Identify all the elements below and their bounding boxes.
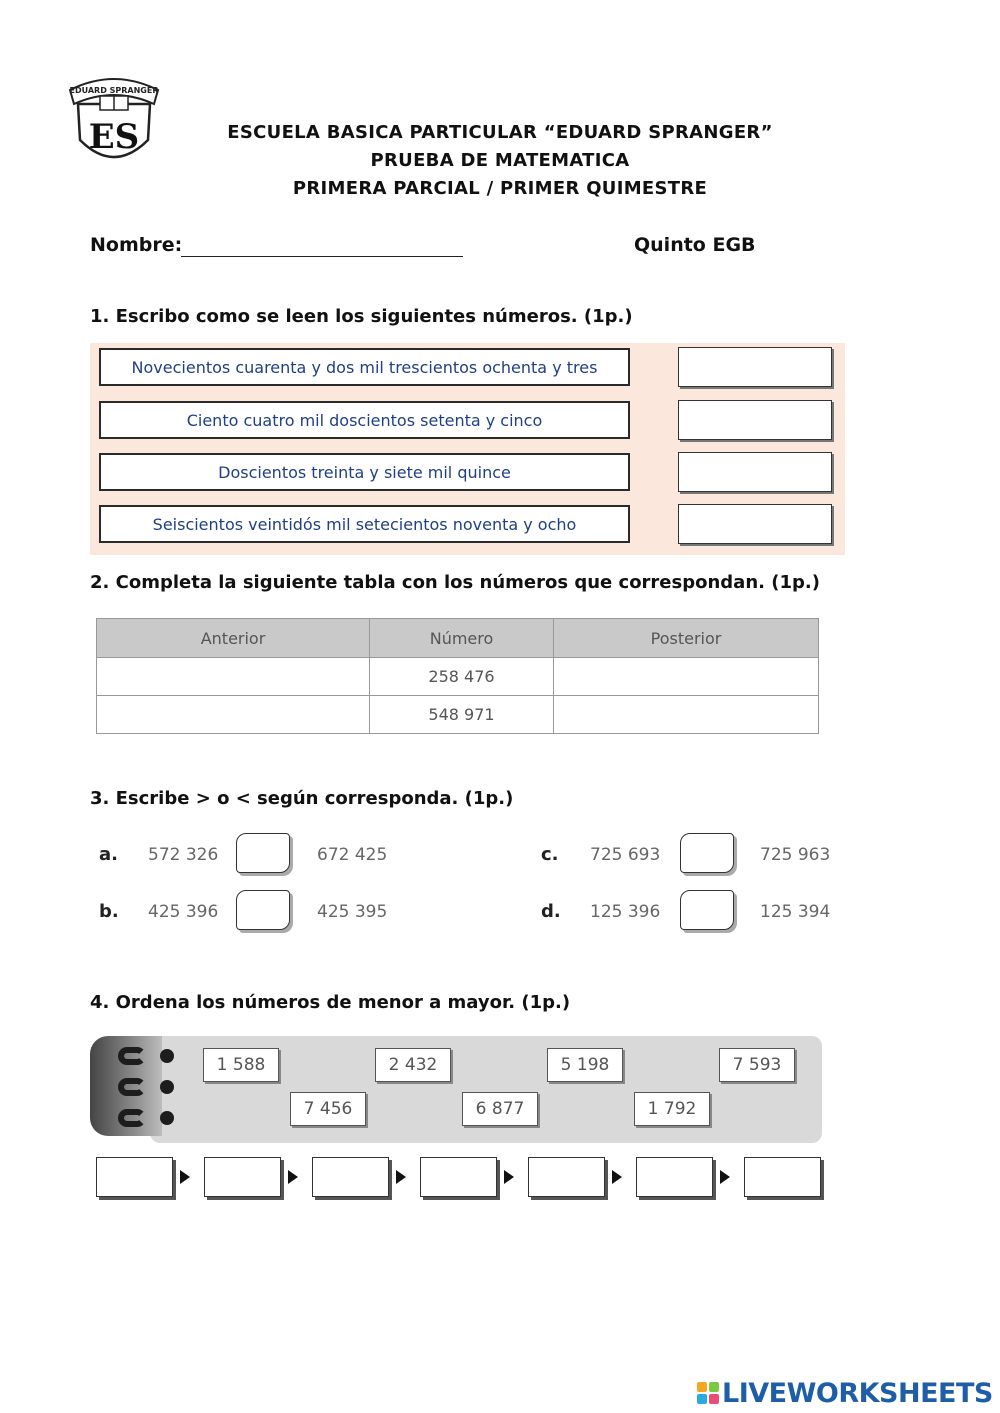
- ring-icon: [118, 1078, 146, 1096]
- brand-mark-icon: [697, 1382, 719, 1404]
- ring-icon: [118, 1047, 146, 1065]
- order-slot-3[interactable]: [312, 1157, 389, 1197]
- q3-left-a: 572 326: [148, 845, 219, 865]
- number-card[interactable]: 1 588: [203, 1048, 279, 1082]
- q4-title: 4. Ordena los números de menor a mayor. (1p.): [90, 992, 571, 1013]
- ring-hole-icon: [160, 1111, 174, 1125]
- q3-answer-b[interactable]: [236, 890, 290, 930]
- q3-answer-c[interactable]: [680, 833, 734, 873]
- q3-right-d: 125 394: [760, 902, 831, 922]
- q1-words-4: Seiscientos veintidós mil setecientos noventa y ocho: [99, 505, 630, 543]
- header-numero: Número: [370, 619, 554, 658]
- test-period: PRIMERA PARCIAL / PRIMER QUIMESTRE: [292, 178, 708, 199]
- order-slot-4[interactable]: [420, 1157, 497, 1197]
- anterior-cell[interactable]: [97, 658, 370, 696]
- arrow-right-icon: [720, 1170, 730, 1184]
- liveworksheets-logo: [697, 1376, 993, 1410]
- q3-title: 3. Escribe > o < según corresponda. (1p.): [90, 788, 514, 809]
- header-posterior: Posterior: [554, 619, 819, 658]
- ring-hole-icon: [160, 1049, 174, 1063]
- arrow-right-icon: [396, 1170, 406, 1184]
- logo-ribbon-text: EDUARD SPRANGER: [69, 86, 159, 95]
- q3-answer-a[interactable]: [236, 833, 290, 873]
- q2-table: [96, 618, 819, 734]
- q3-right-a: 672 425: [317, 845, 388, 865]
- ring-hole-icon: [160, 1080, 174, 1094]
- table-row: [97, 696, 819, 734]
- test-title: PRUEBA DE MATEMATICA: [370, 150, 630, 171]
- q2-title: 2. Completa la siguiente tabla con los números que correspondan. (1p.): [90, 572, 820, 593]
- q3-letter-c: c.: [541, 844, 559, 865]
- order-slot-5[interactable]: [528, 1157, 605, 1197]
- arrow-right-icon: [288, 1170, 298, 1184]
- number-card[interactable]: 5 198: [547, 1048, 623, 1082]
- number-card[interactable]: 6 877: [462, 1092, 538, 1126]
- posterior-cell[interactable]: [554, 658, 819, 696]
- q3-answer-d[interactable]: [680, 890, 734, 930]
- grade-label: Quinto EGB: [634, 234, 756, 256]
- q3-letter-d: d.: [541, 901, 561, 922]
- arrow-right-icon: [612, 1170, 622, 1184]
- order-slot-1[interactable]: [96, 1157, 173, 1197]
- logo-monogram: ES: [88, 117, 140, 157]
- anterior-cell[interactable]: [97, 696, 370, 734]
- name-field[interactable]: [181, 256, 463, 257]
- numero-cell: 258 476: [370, 658, 554, 696]
- school-name: ESCUELA BASICA PARTICULAR “EDUARD SPRANGER”: [227, 122, 773, 143]
- arrow-right-icon: [504, 1170, 514, 1184]
- number-card[interactable]: 2 432: [375, 1048, 451, 1082]
- order-slot-2[interactable]: [204, 1157, 281, 1197]
- number-card[interactable]: 7 456: [290, 1092, 366, 1126]
- q1-answer-1[interactable]: [678, 347, 832, 387]
- q1-answer-4[interactable]: [678, 504, 832, 544]
- name-label: Nombre:: [90, 234, 183, 256]
- q3-right-b: 425 395: [317, 902, 388, 922]
- header-anterior: Anterior: [97, 619, 370, 658]
- q3-letter-a: a.: [99, 844, 118, 865]
- q1-title: 1. Escribo como se leen los siguientes números. (1p.): [90, 306, 633, 327]
- q3-left-b: 425 396: [148, 902, 219, 922]
- q1-answer-2[interactable]: [678, 400, 832, 440]
- q3-right-c: 725 963: [760, 845, 831, 865]
- arrow-right-icon: [180, 1170, 190, 1184]
- q1-words-3: Doscientos treinta y siete mil quince: [99, 453, 630, 491]
- number-card[interactable]: 7 593: [719, 1048, 795, 1082]
- q1-words-1: Novecientos cuarenta y dos mil trescientos ochenta y tres: [99, 348, 630, 386]
- numero-cell: 548 971: [370, 696, 554, 734]
- brand-text: LIVEWORKSHEETS: [722, 1377, 993, 1409]
- posterior-cell[interactable]: [554, 696, 819, 734]
- ring-icon: [118, 1109, 146, 1127]
- q1-answer-3[interactable]: [678, 452, 832, 492]
- q1-words-2: Ciento cuatro mil doscientos setenta y cinco: [99, 401, 630, 439]
- q3-left-d: 125 396: [590, 902, 661, 922]
- order-slot-7[interactable]: [744, 1157, 821, 1197]
- table-row: [97, 658, 819, 696]
- q3-letter-b: b.: [99, 901, 119, 922]
- order-slot-6[interactable]: [636, 1157, 713, 1197]
- q3-left-c: 725 693: [590, 845, 661, 865]
- number-card[interactable]: 1 792: [634, 1092, 710, 1126]
